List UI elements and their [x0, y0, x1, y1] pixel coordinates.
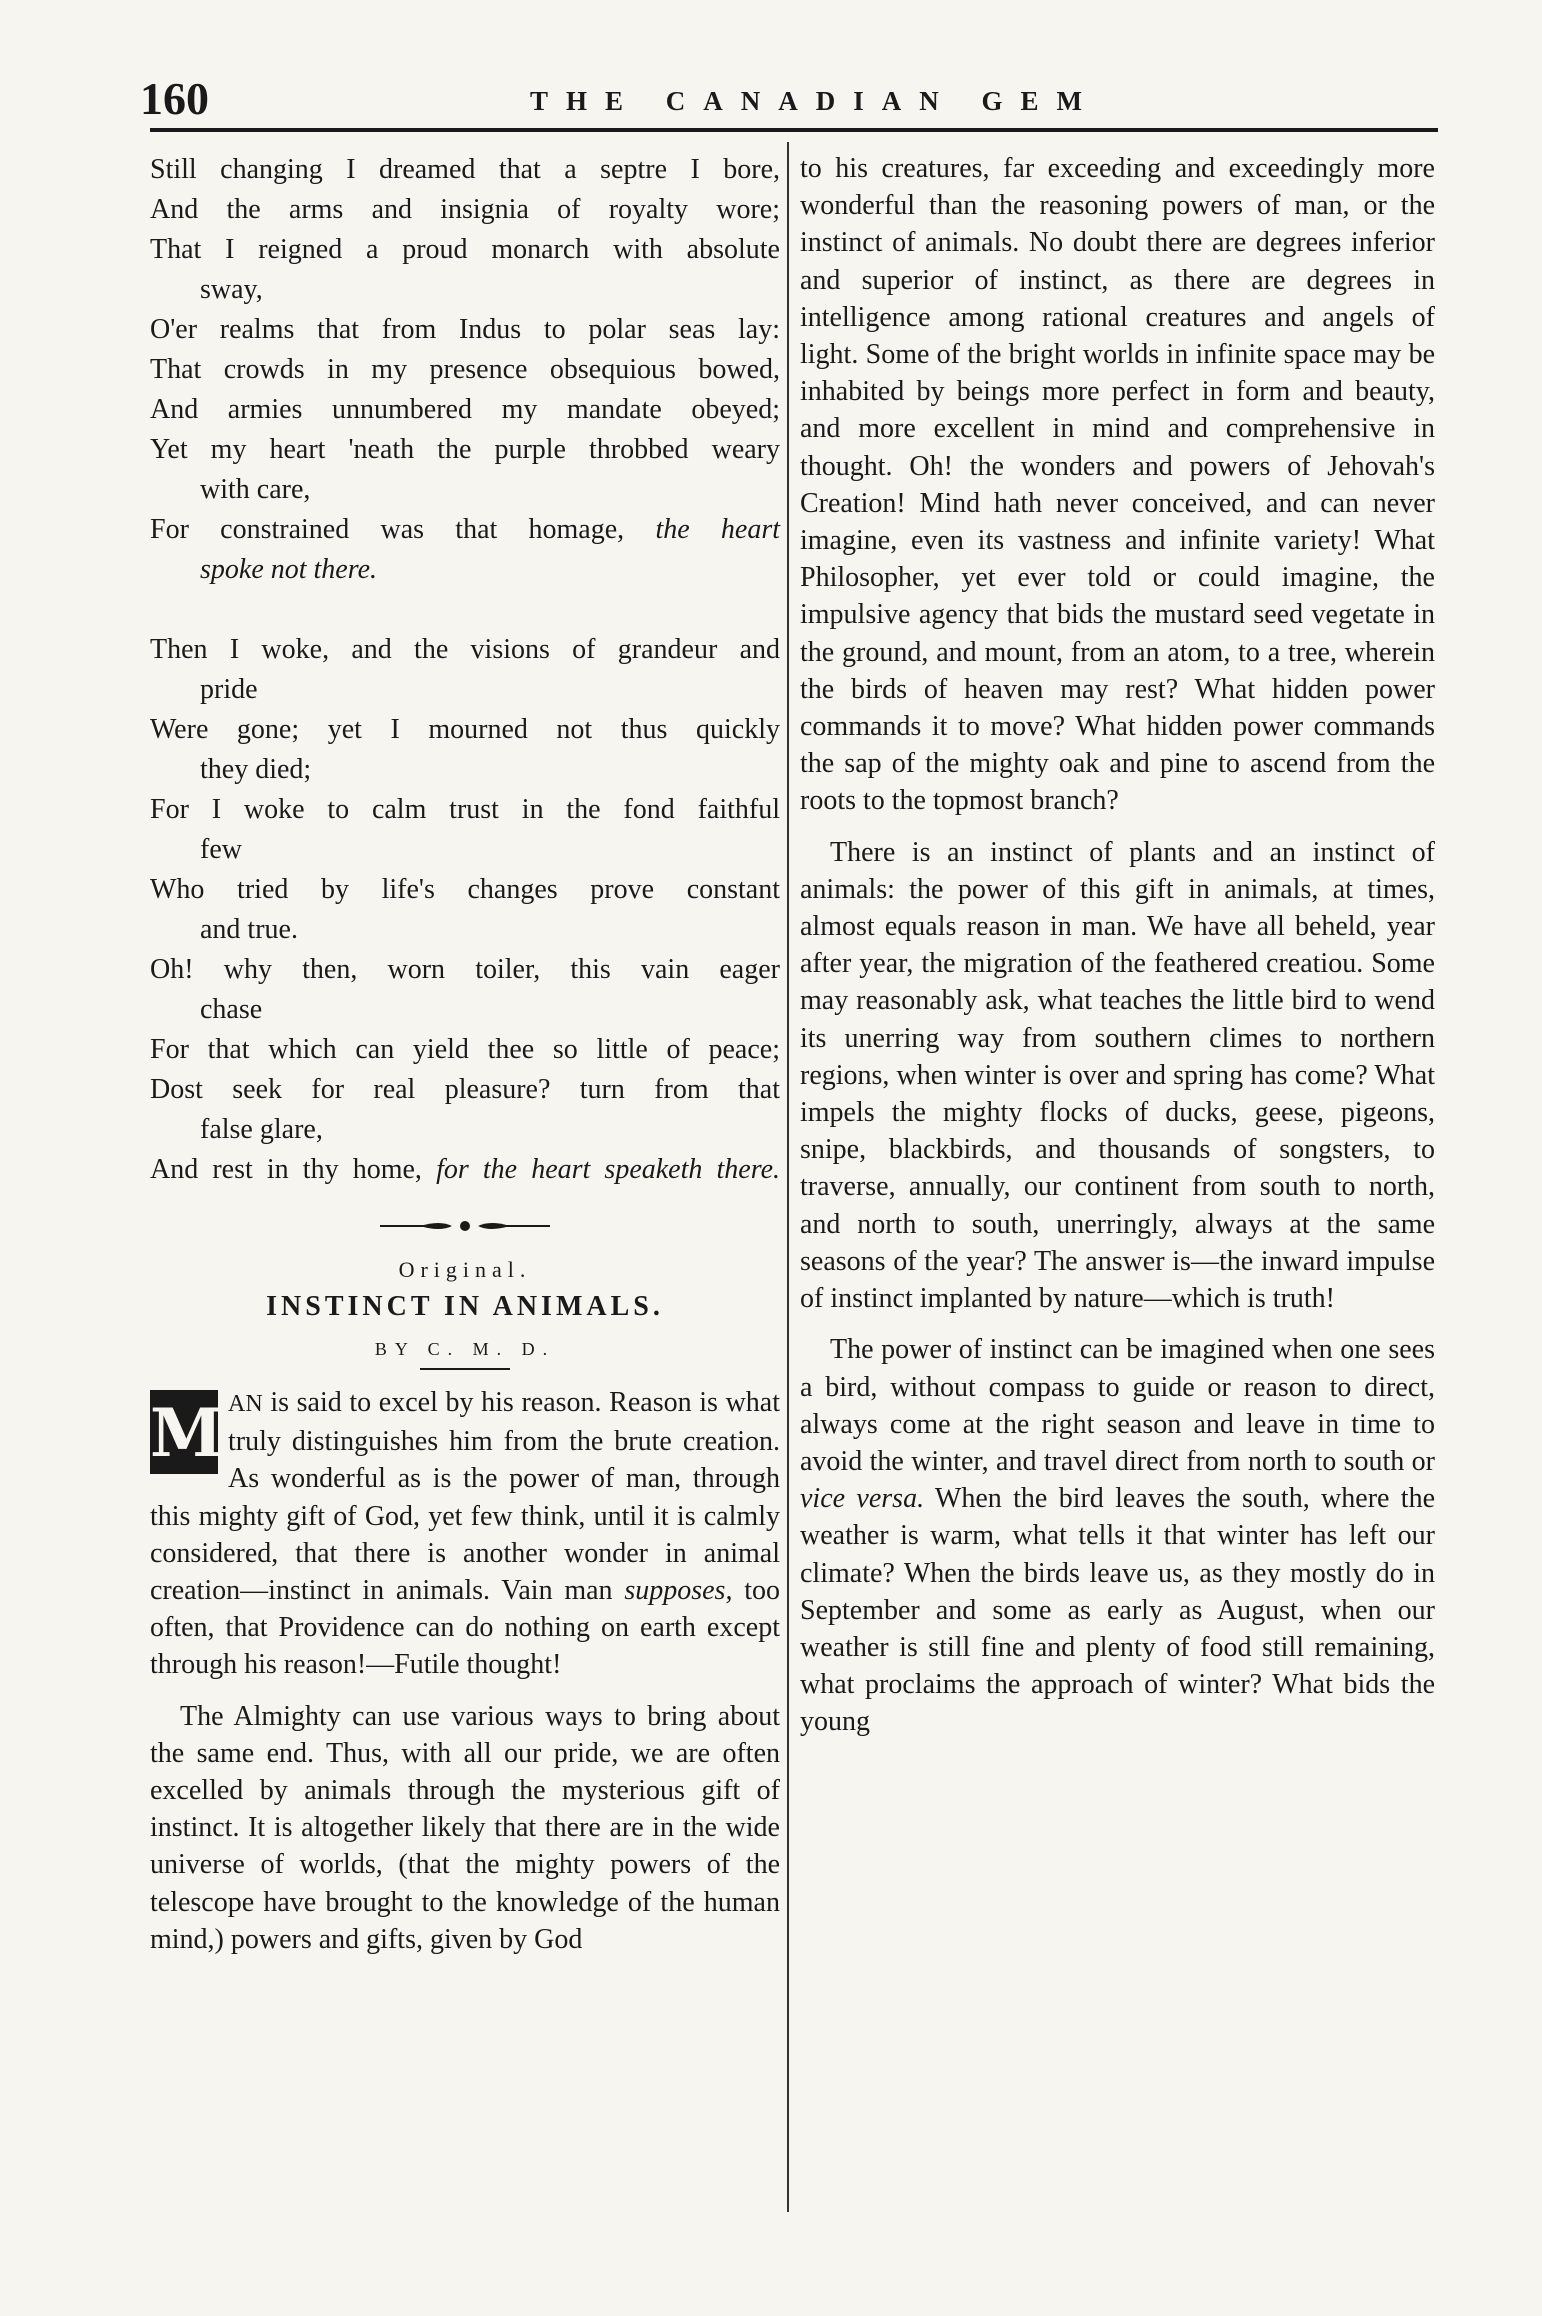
page-number: 160 [140, 73, 209, 124]
poem-line: chase [200, 994, 263, 1025]
poem-line: O'er realms that from Indus to polar seas lay: [150, 314, 780, 345]
poem-line: pride [200, 674, 258, 705]
poem-line: And the arms and insignia of royalty wore; [150, 194, 780, 225]
paragraph-text: The power of instinct can be imagined when one sees a bird, without compass to guide or reason to direct, always come at the right season and leave in time to avoid the winter, and travel direct from north to south or [800, 1334, 1435, 1477]
poem-line: And armies unnumbered my mandate obeyed; [150, 394, 780, 425]
poem-line: For that which can yield thee so little of peace; [150, 1034, 780, 1065]
paragraph [150, 1384, 780, 1684]
poem-line [150, 1150, 780, 1190]
paragraph-italic: supposes, [624, 1575, 733, 1607]
poem-line-text: And rest in thy home, [150, 1154, 422, 1185]
article-byline: BY C. M. D. [374, 1339, 556, 1359]
paragraph: to his creatures, far exceeding and exceedingly more wonderful than the reasoning powers of man, or the instinct of animals. No doubt there are degrees inferior and superior of instinct, as there are degrees in intelligence among rational creatures and angels of light. Some of the bright worlds in infinite space may be inhabited by beings more perfect in form and beauty, and more excellent in mind and comprehensive in thought. Oh! the wonders and powers of Jehovah's Creation! Mind hath never conceived, and can never imagine, even its vastness and infinite variety! What Philosopher, yet ever told or could imagine, the impulsive agency that bids the mustard seed vegetate in the ground, and mount, from an atom, to a tree, wherein the birds of heaven may rest? What hidden power commands it to move? What hidden power commands the sap of the mighty oak and pine to ascend from the roots to the topmost branch? [800, 153, 1435, 817]
paragraph-text: too often, that Providence can do nothing on earth except through his reason!—Futile thought! [150, 1575, 780, 1681]
running-title: THE CANADIAN GEM [530, 86, 1101, 116]
poem-line: with care, [200, 474, 311, 505]
poem-line-text: For constrained was that homage, [150, 514, 625, 545]
poem-italic: the heart [655, 514, 781, 545]
poem-line: Still changing I dreamed that a septre I bore, [150, 154, 780, 185]
poem-line: For I woke to calm trust in the fond faithful [150, 794, 780, 825]
byline-rule [420, 1368, 510, 1370]
poem-line: Then I woke, and the visions of grandeur and [150, 634, 780, 665]
article-title: INSTINCT IN ANIMALS. [266, 1291, 664, 1322]
poem [150, 150, 780, 1190]
column-rule [787, 142, 789, 2212]
poem-line: and true. [200, 914, 298, 945]
poem-line: few [200, 834, 242, 865]
header-rule [150, 128, 1438, 132]
poem-line: sway, [200, 274, 263, 305]
right-column [800, 150, 1435, 1741]
poem-line: Who tried by life's changes prove constant [150, 874, 780, 905]
poem-line: Dost seek for real pleasure? turn from that [150, 1074, 780, 1105]
paragraph [800, 1331, 1435, 1740]
paragraph-smallcaps: AN [228, 1391, 263, 1417]
paragraph: The Almighty can use various ways to bring about the same end. Thus, with all our pride, we are often excelled by animals through the mysterious gift of instinct. It is altogether likely that there are in the wide universe of worlds, (that the mighty powers of the telescope have brought to the knowledge of the human mind,) powers and gifts, given by God [150, 1700, 780, 1955]
poem-italic: spoke not there. [200, 554, 378, 585]
page-header [140, 72, 1440, 128]
article-body-left [150, 1384, 780, 1958]
poem-line [150, 510, 780, 550]
drop-cap: M [150, 1390, 218, 1474]
paragraph: There is an instinct of plants and an instinct of animals: the power of this gift in animals, at times, almost equals reason in man. We have all beheld, year after year, the migration of the feathered creatiou. Some may reasonably ask, what teaches the little bird to wend its unerring way from southern climes to northern regions, when winter is over and spring has come? What impels the mighty flocks of ducks, geese, pigeons, snipe, blackbirds, and thousands of songsters, to traverse, annually, our continent from south to north, and north to south, unerringly, always at the same seasons of the year? The answer is—the inward impulse of instinct implanted by nature—which is truth! [800, 836, 1435, 1315]
stanza-gap [150, 590, 780, 630]
left-column [150, 150, 780, 1958]
paragraph-italic: vice versa. [800, 1483, 925, 1515]
paragraph-text: is said to excel by his reason. Reason is what truly distinguishes him from the brute creation. As wonderful as is the power of man, through this mighty gift of God, yet few think, until it is calmly considered, that there is another wonder in animal creation—instinct in animals. Vain man [150, 1387, 780, 1607]
poem-line: they died; [200, 754, 312, 785]
poem-line: Were gone; yet I mourned not thus quickly [150, 714, 780, 745]
section-ornament [150, 1218, 780, 1239]
poem-line [150, 550, 780, 590]
poem-line: That I reigned a proud monarch with absolute [150, 234, 780, 265]
ornament-divider-icon [380, 1218, 550, 1234]
poem-italic: for the heart speaketh there. [436, 1154, 781, 1185]
poem-line: false glare, [200, 1114, 323, 1145]
poem-line: Yet my heart 'neath the purple throbbed weary [150, 434, 780, 465]
paragraph-text: When the bird leaves the south, where the weather is warm, what tells it that winter has left our climate? When the birds leave us, as they mostly do in September and some as early as August, when our weather is still fine and plenty of food still remaining, what proclaims the approach of winter? What bids the young [800, 1483, 1436, 1738]
poem-line: Oh! why then, worn toiler, this vain eager [150, 954, 780, 985]
poem-line: That crowds in my presence obsequious bowed, [150, 354, 780, 385]
article-kicker: Original. [398, 1257, 532, 1282]
